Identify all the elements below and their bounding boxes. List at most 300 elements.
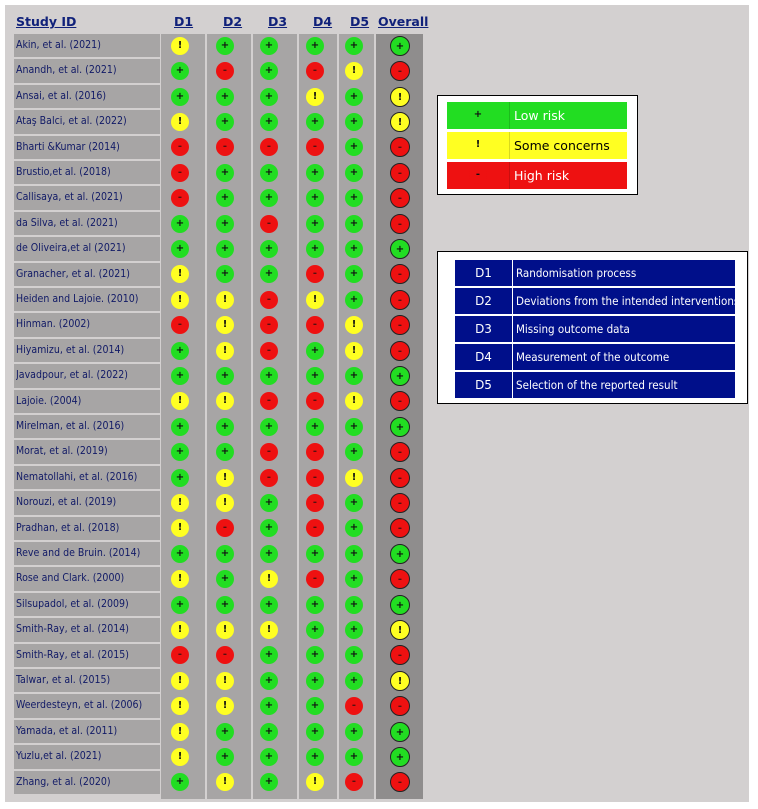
domain-code: D4: [455, 344, 513, 370]
overall-judgement-dot: [390, 493, 410, 513]
domain-judgement-dot: [306, 469, 324, 487]
study-name: de Oliveira,et al (2021): [16, 242, 126, 255]
study-name: Bharti &Kumar (2014): [16, 140, 120, 153]
judgement-symbol: +: [349, 623, 359, 635]
domain-judgement-dot: [216, 62, 234, 80]
judgement-symbol: +: [264, 39, 274, 51]
domain-judgement-dot: [216, 545, 234, 563]
domain-judgement-dot: [216, 113, 234, 131]
domain-judgement-dot: [345, 189, 363, 207]
judgement-symbol: -: [397, 523, 403, 535]
study-name: Hiyamizu, et al. (2014): [16, 343, 125, 356]
domain-judgement-dot: [171, 494, 189, 512]
judgement-symbol: +: [349, 547, 359, 559]
judgement-symbol: !: [351, 471, 357, 483]
judgement-symbol: -: [397, 294, 403, 306]
domain-key-row: [455, 316, 735, 342]
domain-judgement-dot: [216, 291, 234, 309]
judgement-symbol: +: [175, 65, 185, 77]
overall-judgement-dot: [390, 595, 410, 615]
judgement-symbol: +: [220, 217, 230, 229]
domain-judgement-dot: [260, 62, 278, 80]
domain-judgement-dot: [171, 748, 189, 766]
judgement-symbol: +: [264, 674, 274, 686]
judgement-symbol: !: [177, 395, 183, 407]
judgement-symbol: +: [220, 369, 230, 381]
judgement-symbol: -: [397, 472, 403, 484]
judgement-symbol: !: [177, 496, 183, 508]
judgement-symbol: !: [222, 319, 228, 331]
legend-dot: -: [469, 166, 487, 184]
study-name: Lajoie. (2004): [16, 394, 82, 407]
domain-judgement-dot: [216, 189, 234, 207]
domain-key: [437, 251, 748, 404]
judgement-symbol: +: [349, 166, 359, 178]
domain-judgement-dot: [345, 596, 363, 614]
judgement-symbol: -: [397, 497, 403, 509]
domain-judgement-dot: [171, 88, 189, 106]
domain-judgement-dot: [216, 621, 234, 639]
study-name: Silsupadol, et al. (2009): [16, 597, 129, 610]
header-d3: D3: [268, 14, 288, 29]
judgement-symbol: +: [310, 623, 320, 635]
domain-judgement-dot: [260, 215, 278, 233]
domain-key-row: [455, 260, 735, 286]
study-name: Ansai, et al. (2016): [16, 89, 107, 102]
overall-judgement-dot: [390, 36, 410, 56]
judgement-symbol: -: [266, 293, 272, 305]
judgement-symbol: -: [397, 701, 403, 713]
judgement-symbol: !: [177, 700, 183, 712]
judgement-symbol: +: [310, 547, 320, 559]
domain-judgement-dot: [260, 418, 278, 436]
legend-label: Some concerns: [514, 138, 610, 153]
judgement-symbol: !: [222, 700, 228, 712]
judgement-symbol: !: [177, 115, 183, 127]
domain-judgement-dot: [216, 570, 234, 588]
domain-judgement-dot: [260, 164, 278, 182]
domain-judgement-dot: [306, 189, 324, 207]
risk-legend: [437, 95, 638, 195]
domain-judgement-dot: [345, 494, 363, 512]
legend-symbol-cell: [447, 102, 510, 129]
domain-judgement-dot: [345, 291, 363, 309]
domain-judgement-dot: [306, 596, 324, 614]
judgement-symbol: !: [177, 573, 183, 585]
judgement-symbol: !: [177, 725, 183, 737]
judgement-symbol: +: [264, 547, 274, 559]
judgement-symbol: -: [266, 471, 272, 483]
judgement-symbol: !: [177, 623, 183, 635]
study-name: Talwar, et al. (2015): [16, 674, 111, 686]
domain-judgement-dot: [306, 215, 324, 233]
study-name: Weerdesteyn, et al. (2006): [16, 699, 143, 712]
judgement-symbol: -: [312, 141, 318, 153]
header-study-id: Study ID: [16, 14, 77, 29]
domain-judgement-dot: [345, 367, 363, 385]
domain-judgement-dot: [345, 570, 363, 588]
judgement-symbol: -: [397, 345, 403, 357]
study-name: Reve and de Bruin. (2014): [16, 547, 141, 559]
judgement-symbol: -: [312, 319, 318, 331]
domain-judgement-dot: [260, 672, 278, 690]
domain-description: Missing outcome data: [516, 322, 630, 336]
domain-judgement-dot: [345, 342, 363, 360]
judgement-symbol: +: [264, 192, 274, 204]
judgement-symbol: !: [312, 293, 318, 305]
judgement-symbol: -: [222, 649, 228, 661]
domain-judgement-dot: [345, 215, 363, 233]
study-name: Anandh, et al. (2021): [16, 64, 117, 77]
judgement-symbol: !: [177, 293, 183, 305]
judgement-symbol: !: [222, 623, 228, 635]
domain-judgement-dot: [306, 113, 324, 131]
domain-judgement-dot: [171, 723, 189, 741]
domain-judgement-dot: [171, 316, 189, 334]
study-name: Callisaya, et al. (2021): [16, 191, 123, 204]
domain-judgement-dot: [306, 570, 324, 588]
domain-judgement-dot: [345, 418, 363, 436]
domain-judgement-dot: [216, 443, 234, 461]
overall-judgement-dot: [390, 696, 410, 716]
judgement-symbol: -: [397, 447, 403, 459]
judgement-symbol: +: [220, 242, 230, 254]
judgement-symbol: +: [395, 243, 405, 255]
judgement-symbol: !: [177, 39, 183, 51]
judgement-symbol: +: [220, 725, 230, 737]
judgement-symbol: !: [222, 395, 228, 407]
domain-judgement-dot: [171, 113, 189, 131]
domain-key-row: [455, 288, 740, 314]
domain-judgement-dot: [171, 342, 189, 360]
judgement-symbol: -: [397, 218, 403, 230]
legend-dot: +: [469, 106, 487, 124]
judgement-symbol: +: [310, 344, 320, 356]
study-name: Morat, et al. (2019): [16, 445, 108, 458]
domain-judgement-dot: [216, 748, 234, 766]
judgement-symbol: -: [177, 141, 183, 153]
header-overall: Overall: [378, 14, 429, 29]
domain-judgement-dot: [345, 88, 363, 106]
judgement-symbol: +: [175, 471, 185, 483]
judgement-symbol: +: [264, 90, 274, 102]
overall-judgement-dot: [390, 290, 410, 310]
overall-judgement-dot: [390, 112, 410, 132]
judgement-symbol: +: [310, 217, 320, 229]
domain-judgement-dot: [216, 215, 234, 233]
judgement-symbol: !: [177, 268, 183, 280]
judgement-symbol: +: [175, 242, 185, 254]
study-name: Zhang, et al. (2020): [16, 775, 111, 788]
domain-judgement-dot: [306, 697, 324, 715]
judgement-symbol: -: [312, 446, 318, 458]
domain-judgement-dot: [260, 240, 278, 258]
judgement-symbol: +: [220, 420, 230, 432]
study-name: Akin, et al. (2021): [16, 39, 101, 51]
overall-judgement-dot: [390, 366, 410, 386]
domain-judgement-dot: [306, 418, 324, 436]
domain-judgement-dot: [306, 240, 324, 258]
legend-label: Low risk: [514, 108, 565, 123]
judgement-symbol: -: [397, 574, 403, 586]
judgement-symbol: +: [175, 446, 185, 458]
legend-item-some: [447, 132, 627, 159]
domain-judgement-dot: [260, 316, 278, 334]
domain-judgement-dot: [306, 672, 324, 690]
judgement-symbol: -: [222, 522, 228, 534]
judgement-symbol: +: [349, 446, 359, 458]
domain-judgement-dot: [216, 418, 234, 436]
domain-judgement-dot: [171, 545, 189, 563]
study-name: Granacher, et al. (2021): [16, 267, 130, 280]
domain-description: Deviations from the intended interventions: [516, 294, 740, 308]
judgement-symbol: +: [220, 90, 230, 102]
judgement-symbol: +: [349, 90, 359, 102]
domain-judgement-dot: [345, 469, 363, 487]
judgement-symbol: +: [264, 649, 274, 661]
domain-judgement-dot: [306, 342, 324, 360]
domain-judgement-dot: [306, 88, 324, 106]
study-name: Yamada, et al. (2011): [16, 724, 118, 737]
judgement-symbol: +: [220, 192, 230, 204]
study-name: Hinman. (2002): [16, 318, 91, 331]
legend-symbol-cell: [447, 132, 510, 159]
judgement-symbol: !: [266, 573, 272, 585]
domain-judgement-dot: [345, 240, 363, 258]
judgement-symbol: +: [220, 598, 230, 610]
judgement-symbol: +: [310, 115, 320, 127]
judgement-symbol: -: [351, 700, 357, 712]
judgement-symbol: +: [349, 674, 359, 686]
judgement-symbol: -: [312, 471, 318, 483]
domain-judgement-dot: [260, 723, 278, 741]
judgement-symbol: +: [175, 776, 185, 788]
judgement-symbol: +: [349, 573, 359, 585]
judgement-symbol: -: [312, 522, 318, 534]
domain-code: D2: [455, 288, 513, 314]
overall-judgement-dot: [390, 163, 410, 183]
judgement-symbol: !: [177, 674, 183, 686]
judgement-symbol: !: [222, 674, 228, 686]
domain-judgement-dot: [216, 697, 234, 715]
domain-judgement-dot: [306, 621, 324, 639]
domain-judgement-dot: [260, 621, 278, 639]
overall-judgement-dot: [390, 722, 410, 742]
domain-description: Randomisation process: [516, 266, 637, 280]
study-name: Pradhan, et al. (2018): [16, 521, 120, 534]
judgement-symbol: +: [395, 370, 405, 382]
judgement-symbol: +: [349, 217, 359, 229]
judgement-symbol: +: [310, 242, 320, 254]
study-name: da Silva, et al. (2021): [16, 216, 118, 229]
judgement-symbol: +: [349, 496, 359, 508]
study-name: Smith-Ray, et al. (2015): [16, 648, 129, 661]
judgement-symbol: -: [222, 141, 228, 153]
judgement-symbol: +: [395, 726, 405, 738]
domain-judgement-dot: [306, 545, 324, 563]
domain-judgement-dot: [306, 748, 324, 766]
judgement-symbol: +: [349, 725, 359, 737]
domain-description: Measurement of the outcome: [516, 350, 670, 364]
domain-judgement-dot: [171, 164, 189, 182]
study-name: Norouzi, et al. (2019): [16, 496, 117, 509]
judgement-symbol: -: [266, 319, 272, 331]
judgement-symbol: -: [397, 396, 403, 408]
judgement-symbol: -: [312, 268, 318, 280]
domain-judgement-dot: [216, 316, 234, 334]
judgement-symbol: +: [310, 700, 320, 712]
judgement-symbol: !: [266, 623, 272, 635]
domain-judgement-dot: [171, 596, 189, 614]
judgement-symbol: +: [220, 573, 230, 585]
domain-judgement-dot: [171, 672, 189, 690]
domain-judgement-dot: [260, 469, 278, 487]
domain-judgement-dot: [171, 37, 189, 55]
judgement-symbol: !: [222, 496, 228, 508]
domain-judgement-dot: [345, 62, 363, 80]
judgement-symbol: -: [397, 167, 403, 179]
judgement-symbol: +: [310, 39, 320, 51]
domain-judgement-dot: [345, 545, 363, 563]
domain-code: D5: [455, 372, 513, 398]
judgement-symbol: +: [175, 344, 185, 356]
judgement-symbol: -: [397, 320, 403, 332]
judgement-symbol: +: [349, 242, 359, 254]
legend-dot: !: [469, 136, 487, 154]
domain-judgement-dot: [171, 621, 189, 639]
judgement-symbol: +: [310, 166, 320, 178]
judgement-symbol: -: [177, 192, 183, 204]
judgement-symbol: !: [177, 522, 183, 534]
study-name: Mirelman, et al. (2016): [16, 420, 125, 432]
overall-judgement-dot: [390, 468, 410, 488]
judgement-symbol: +: [264, 242, 274, 254]
judgement-symbol: +: [264, 725, 274, 737]
domain-code: D3: [455, 316, 513, 342]
judgement-symbol: +: [264, 268, 274, 280]
domain-description: Selection of the reported result: [516, 378, 678, 392]
judgement-symbol: -: [266, 217, 272, 229]
judgement-symbol: !: [397, 91, 403, 103]
domain-judgement-dot: [216, 37, 234, 55]
judgement-symbol: -: [266, 141, 272, 153]
judgement-symbol: !: [397, 624, 403, 636]
domain-judgement-dot: [171, 443, 189, 461]
judgement-symbol: -: [397, 777, 403, 789]
judgement-symbol: !: [397, 675, 403, 687]
judgement-symbol: -: [266, 395, 272, 407]
overall-judgement-dot: [390, 188, 410, 208]
domain-key-row: [455, 344, 735, 370]
judgement-symbol: +: [349, 293, 359, 305]
judgement-symbol: -: [397, 193, 403, 205]
judgement-symbol: -: [312, 496, 318, 508]
domain-judgement-dot: [216, 723, 234, 741]
judgement-symbol: -: [397, 269, 403, 281]
domain-judgement-dot: [260, 443, 278, 461]
study-name: Smith-Ray, et al. (2014): [16, 623, 129, 636]
judgement-symbol: +: [310, 649, 320, 661]
study-name: Heiden and Lajoie. (2010): [16, 293, 139, 305]
study-name: Rose and Clark. (2000): [16, 572, 125, 585]
domain-judgement-dot: [306, 367, 324, 385]
judgement-symbol: +: [349, 522, 359, 534]
judgement-symbol: +: [175, 369, 185, 381]
judgement-symbol: +: [395, 599, 405, 611]
judgement-symbol: -: [397, 66, 403, 78]
domain-judgement-dot: [216, 596, 234, 614]
domain-judgement-dot: [345, 697, 363, 715]
domain-judgement-dot: [216, 367, 234, 385]
domain-judgement-dot: [345, 37, 363, 55]
overall-judgement-dot: [390, 87, 410, 107]
domain-judgement-dot: [345, 748, 363, 766]
judgement-symbol: -: [312, 65, 318, 77]
judgement-symbol: +: [395, 548, 405, 560]
domain-judgement-dot: [171, 240, 189, 258]
judgement-symbol: +: [264, 369, 274, 381]
domain-judgement-dot: [306, 37, 324, 55]
judgement-symbol: +: [175, 420, 185, 432]
domain-judgement-dot: [216, 672, 234, 690]
judgement-symbol: +: [349, 750, 359, 762]
judgement-symbol: +: [175, 217, 185, 229]
judgement-symbol: -: [397, 650, 403, 662]
judgement-symbol: +: [220, 547, 230, 559]
header-d5: D5: [350, 14, 370, 29]
judgement-symbol: +: [310, 750, 320, 762]
domain-judgement-dot: [216, 240, 234, 258]
judgement-symbol: +: [310, 192, 320, 204]
domain-judgement-dot: [345, 113, 363, 131]
overall-judgement-dot: [390, 341, 410, 361]
domain-judgement-dot: [171, 418, 189, 436]
judgement-symbol: +: [220, 446, 230, 458]
judgement-symbol: !: [222, 776, 228, 788]
judgement-symbol: +: [264, 522, 274, 534]
domain-judgement-dot: [171, 291, 189, 309]
judgement-symbol: !: [222, 293, 228, 305]
domain-judgement-dot: [216, 88, 234, 106]
domain-judgement-dot: [306, 62, 324, 80]
header-d4: D4: [313, 14, 333, 29]
judgement-symbol: +: [175, 547, 185, 559]
judgement-symbol: +: [264, 496, 274, 508]
judgement-symbol: +: [175, 598, 185, 610]
domain-judgement-dot: [306, 443, 324, 461]
judgement-symbol: +: [395, 751, 405, 763]
domain-judgement-dot: [171, 469, 189, 487]
judgement-symbol: +: [220, 166, 230, 178]
judgement-symbol: !: [177, 750, 183, 762]
judgement-symbol: -: [177, 319, 183, 331]
judgement-symbol: +: [310, 420, 320, 432]
judgement-symbol: -: [222, 65, 228, 77]
domain-judgement-dot: [260, 596, 278, 614]
overall-judgement-dot: [390, 315, 410, 335]
domain-judgement-dot: [306, 494, 324, 512]
judgement-symbol: +: [349, 115, 359, 127]
judgement-symbol: !: [312, 776, 318, 788]
judgement-symbol: +: [264, 65, 274, 77]
domain-judgement-dot: [306, 291, 324, 309]
legend-item-low: [447, 102, 627, 129]
overall-judgement-dot: [390, 747, 410, 767]
domain-judgement-dot: [306, 723, 324, 741]
study-name: Ataş Balci, et al. (2022): [16, 115, 127, 128]
judgement-symbol: +: [220, 39, 230, 51]
study-name: Brustio,et al. (2018): [16, 166, 111, 178]
